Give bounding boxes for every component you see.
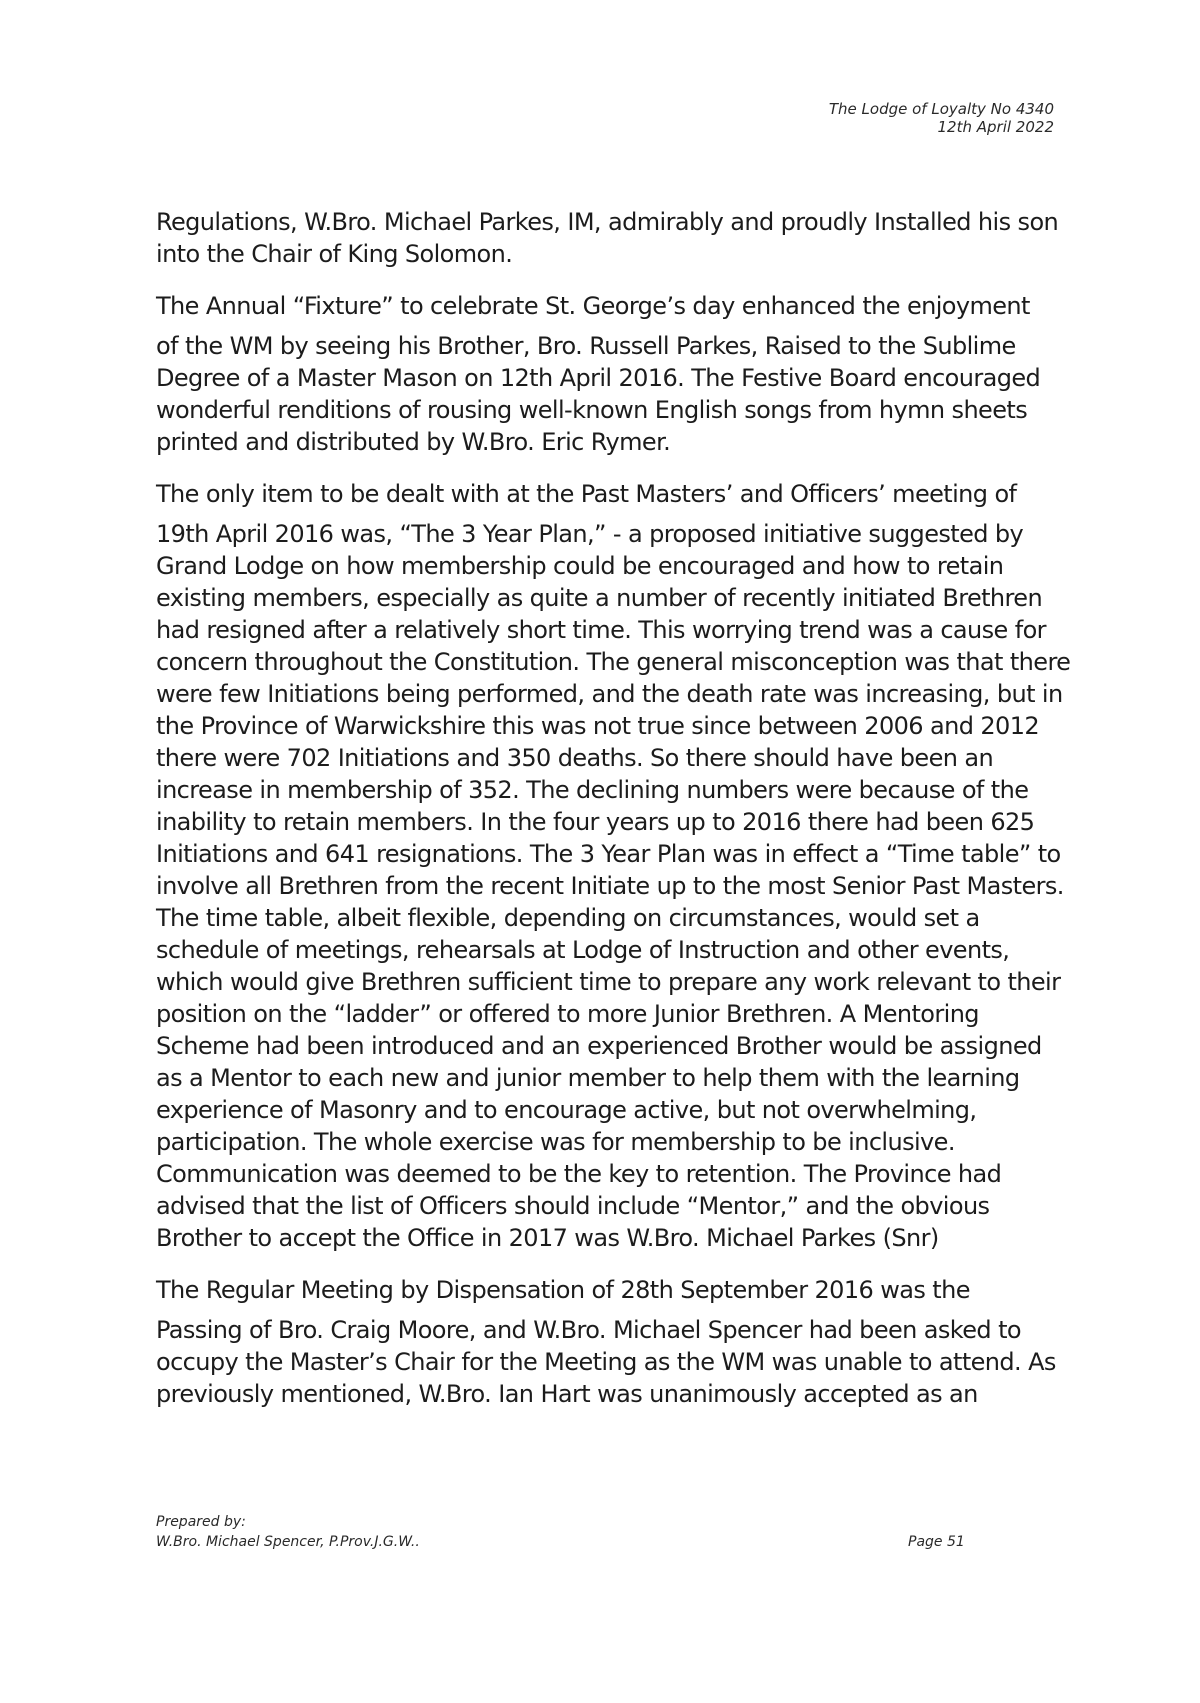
prepared-by-label: Prepared by: [156,1514,246,1530]
page-number: Page 51 [908,1534,965,1550]
paragraph-text: of the WM by seeing his Brother, Bro. Russell Parkes, Raised to the Sublime Degree of a Master Mason on 12th April 2016. The Festive Board encouraged wonderful renditions of rousing well-known English songs from hymn sheets printed and distributed by W.Bro. Eric Rymer. [156,332,1041,456]
document-body [156,206,1071,1430]
paragraph-3 [156,478,1071,1254]
header-date: 12th April 2022 [937,118,1054,136]
paragraph-1 [156,206,1071,270]
paragraph-text: Regulations, W.Bro. Michael Parkes, IM, admirably and proudly Installed his son into the Chair of King Solomon. [156,208,1059,268]
page-header [829,100,1054,136]
paragraph-text: Passing of Bro. Craig Moore, and W.Bro. Michael Spencer had been asked to occupy the Master’s Chair for the Meeting as the WM was unable to attend. As previously mentioned, W.Bro. Ian Hart was unanimously accepted as an [156,1316,1056,1408]
paragraph-4 [156,1274,1071,1410]
page-footer-credit [156,1512,420,1552]
paragraph-2 [156,290,1071,458]
paragraph-first-line: The Regular Meeting by Dispensation of 28th September 2016 was the [156,1276,970,1304]
header-lodge-name: The Lodge of Loyalty No 4340 [828,100,1054,118]
preparer-name: W.Bro. Michael Spencer, P.Prov.J.G.W.. [156,1534,420,1550]
paragraph-first-line: The only item to be dealt with at the Past Masters’ and Officers’ meeting of [156,480,1017,508]
paragraph-text: 19th April 2016 was, “The 3 Year Plan,” - a proposed initiative suggested by Grand Lodge on how membership could be encouraged and how to retain existing members, especially as quite a number of recently initiated Brethren had resigned after a relatively short time. This worrying trend was a cause for concern throughout the Constitution. The general misconception was that there were few Initiations being performed, and the death rate was increasing, but in the Province of Warwickshire this was not true since between 2006 and 2012 there were 702 Initiations and 350 deaths. So there should have been an increase in membership of 352. The declining numbers were because of the inability to retain members. In the four years up to 2016 there had been 625 Initiations and 641 resignations. The 3 Year Plan was in effect a “Time table” to involve all Brethren from the recent Initiate up to the most Senior Past Masters. The time table, albeit flexible, depending on circumstances, would set a schedule of meetings, rehearsals at Lodge of Instruction and other events, which would give Brethren sufficient time to prepare any work relevant to their position on the “ladder” or offered to more Junior Brethren. A Mentoring Scheme had been introduced and an experienced Brother would be assigned as a Mentor to each new and junior member to help them with the learning experience of Masonry and to encourage active, but not overwhelming, participation. The whole exercise was for membership to be inclusive. Communication was deemed to be the key to retention. The Province had advised that the list of Officers should include “Mentor,” and the obvious Brother to accept the Office in 2017 was W.Bro. Michael Parkes (Snr) [156,520,1071,1252]
paragraph-first-line: The Annual “Fixture” to celebrate St. George’s day enhanced the enjoyment [156,292,1030,320]
